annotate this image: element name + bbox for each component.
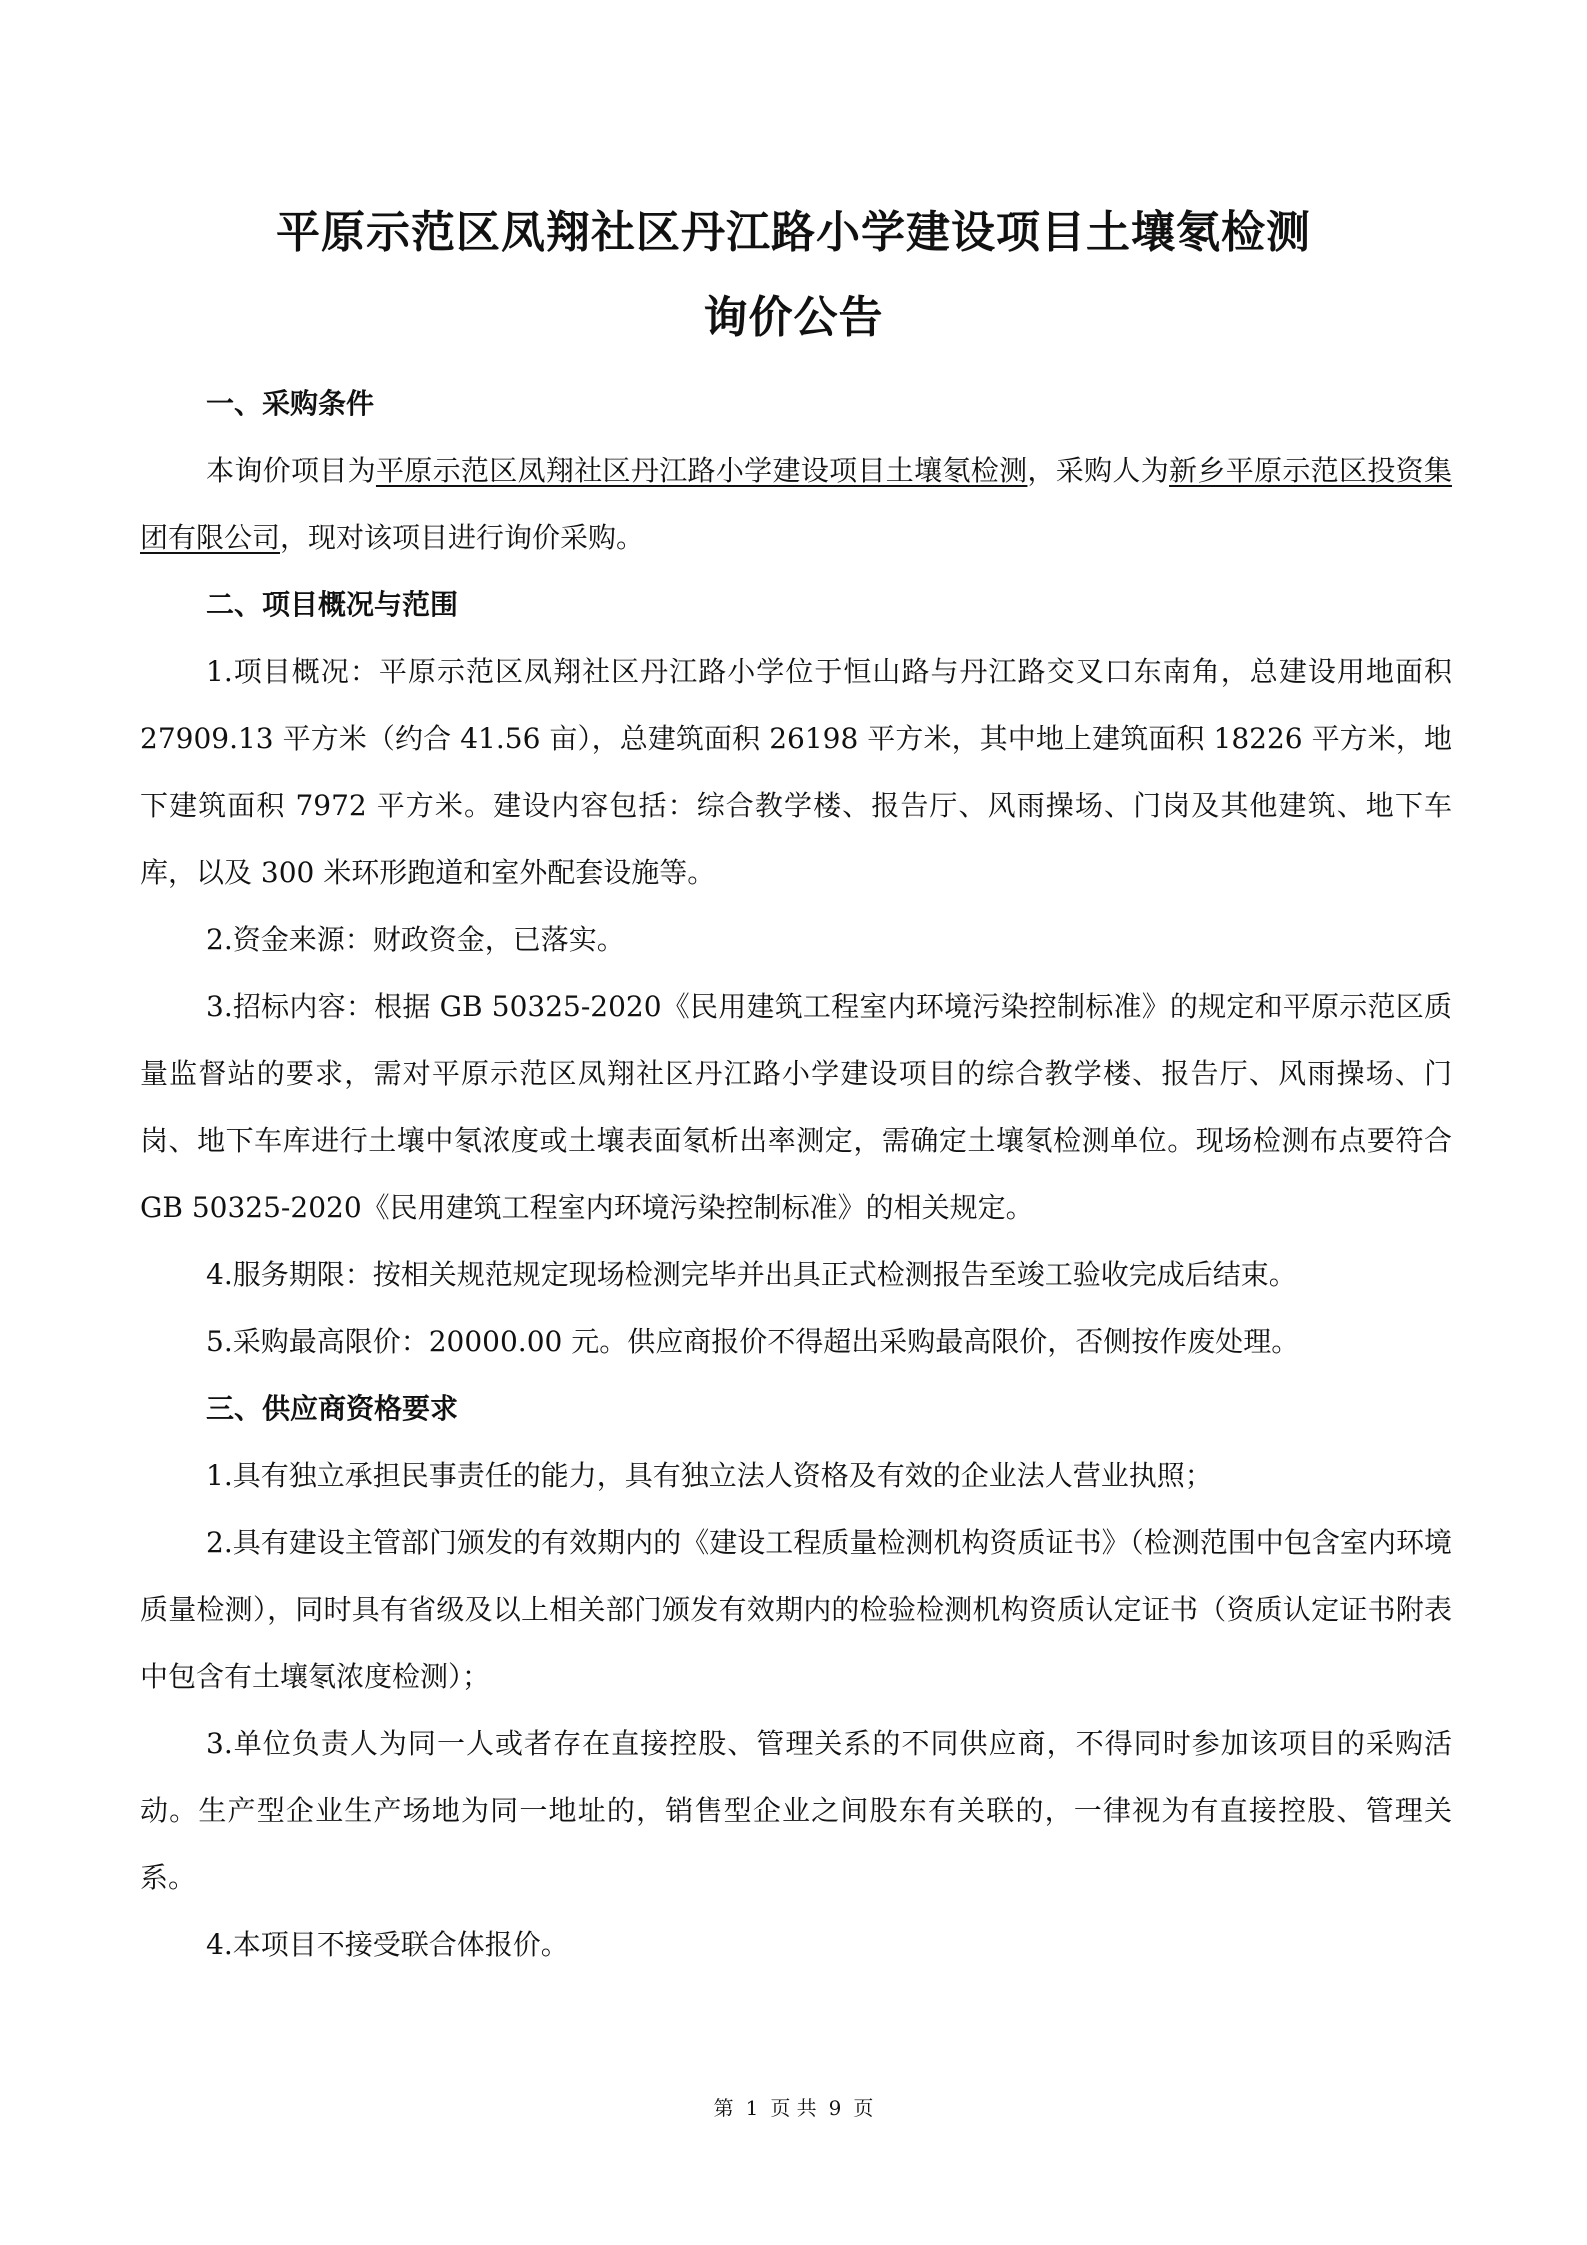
footer-prefix: 第 [713, 2096, 734, 2120]
project-name: 平原示范区凤翔社区丹江路小学建设项目土壤氡检测 [375, 454, 1028, 487]
procurement-conditions-paragraph [140, 437, 1452, 571]
footer-middle: 页 共 [770, 2096, 817, 2120]
max-price-item: 5.采购最高限价：20000.00 元。供应商报价不得超出采购最高限价，否侧按作废处理。 [206, 1325, 1300, 1358]
section-heading-project-overview: 二、项目概况与范围 [206, 588, 459, 621]
document-subtitle: 询价公告 [703, 292, 884, 343]
text-middle: ，采购人为 [1027, 454, 1170, 487]
footer-suffix: 页 [853, 2096, 874, 2120]
buyer-name: 新乡平原示范区投资集团有限公司 [140, 454, 1452, 554]
section-heading-procurement-conditions: 一、采购条件 [206, 387, 375, 420]
page-footer [0, 2093, 1587, 2123]
total-pages: 9 [828, 2096, 842, 2120]
text-prefix: 本询价项目为 [206, 454, 376, 487]
qualification-item: 2.具有建设主管部门颁发的有效期内的《建设工程质量检测机构资质证书》（检测范围中包含室内环境质量检测），同时具有省级及以上相关部门颁发有效期内的检验检测机构资质认定证书（资质认定证书附表中包含有土壤氡浓度检测）； [140, 1526, 1452, 1693]
project-overview-item: 1.项目概况：平原示范区凤翔社区丹江路小学位于恒山路与丹江路交叉口东南角，总建设用地面积 27909.13 平方米（约合 41.56 亩），总建筑面积 26198 平方米，其中地上建筑面积 18226 平方米，地下建筑面积 7972 平方米。建设内容包括：综合教学楼、报告厅、风雨操场、门岗及其他建筑、地下车库，以及 300 米环形跑道和室外配套设施等。 [140, 655, 1452, 889]
tender-content-item: 3.招标内容：根据 GB 50325-2020《民用建筑工程室内环境污染控制标准》的规定和平原示范区质量监督站的要求，需对平原示范区凤翔社区丹江路小学建设项目的综合教学楼、报告厅、风雨操场、门岗、地下车库进行土壤中氡浓度或土壤表面氡析出率测定，需确定土壤氡检测单位。现场检测布点要符合 GB 50325-2020《民用建筑工程室内环境污染控制标准》的相关规定。 [140, 990, 1452, 1224]
page-number: 1 [745, 2096, 759, 2120]
service-period-item: 4.服务期限：按相关规范规定现场检测完毕并出具正式检测报告至竣工验收完成后结束。 [206, 1258, 1297, 1291]
qualification-item: 1.具有独立承担民事责任的能力，具有独立法人资格及有效的企业法人营业执照； [206, 1459, 1213, 1492]
document-body [140, 370, 1452, 1978]
section-heading-supplier-qualifications: 三、供应商资格要求 [206, 1392, 459, 1425]
qualification-item: 4.本项目不接受联合体报价。 [206, 1928, 569, 1961]
text-suffix: ，现对该项目进行询价采购。 [280, 521, 645, 554]
funding-source-item: 2.资金来源：财政资金，已落实。 [206, 923, 625, 956]
qualification-item: 3.单位负责人为同一人或者存在直接控股、管理关系的不同供应商，不得同时参加该项目的采购活动。生产型企业生产场地为同一地址的，销售型企业之间股东有关联的，一律视为有直接控股、管理关系。 [140, 1727, 1452, 1894]
document-title: 平原示范区凤翔社区丹江路小学建设项目土壤氡检测 [276, 207, 1311, 258]
